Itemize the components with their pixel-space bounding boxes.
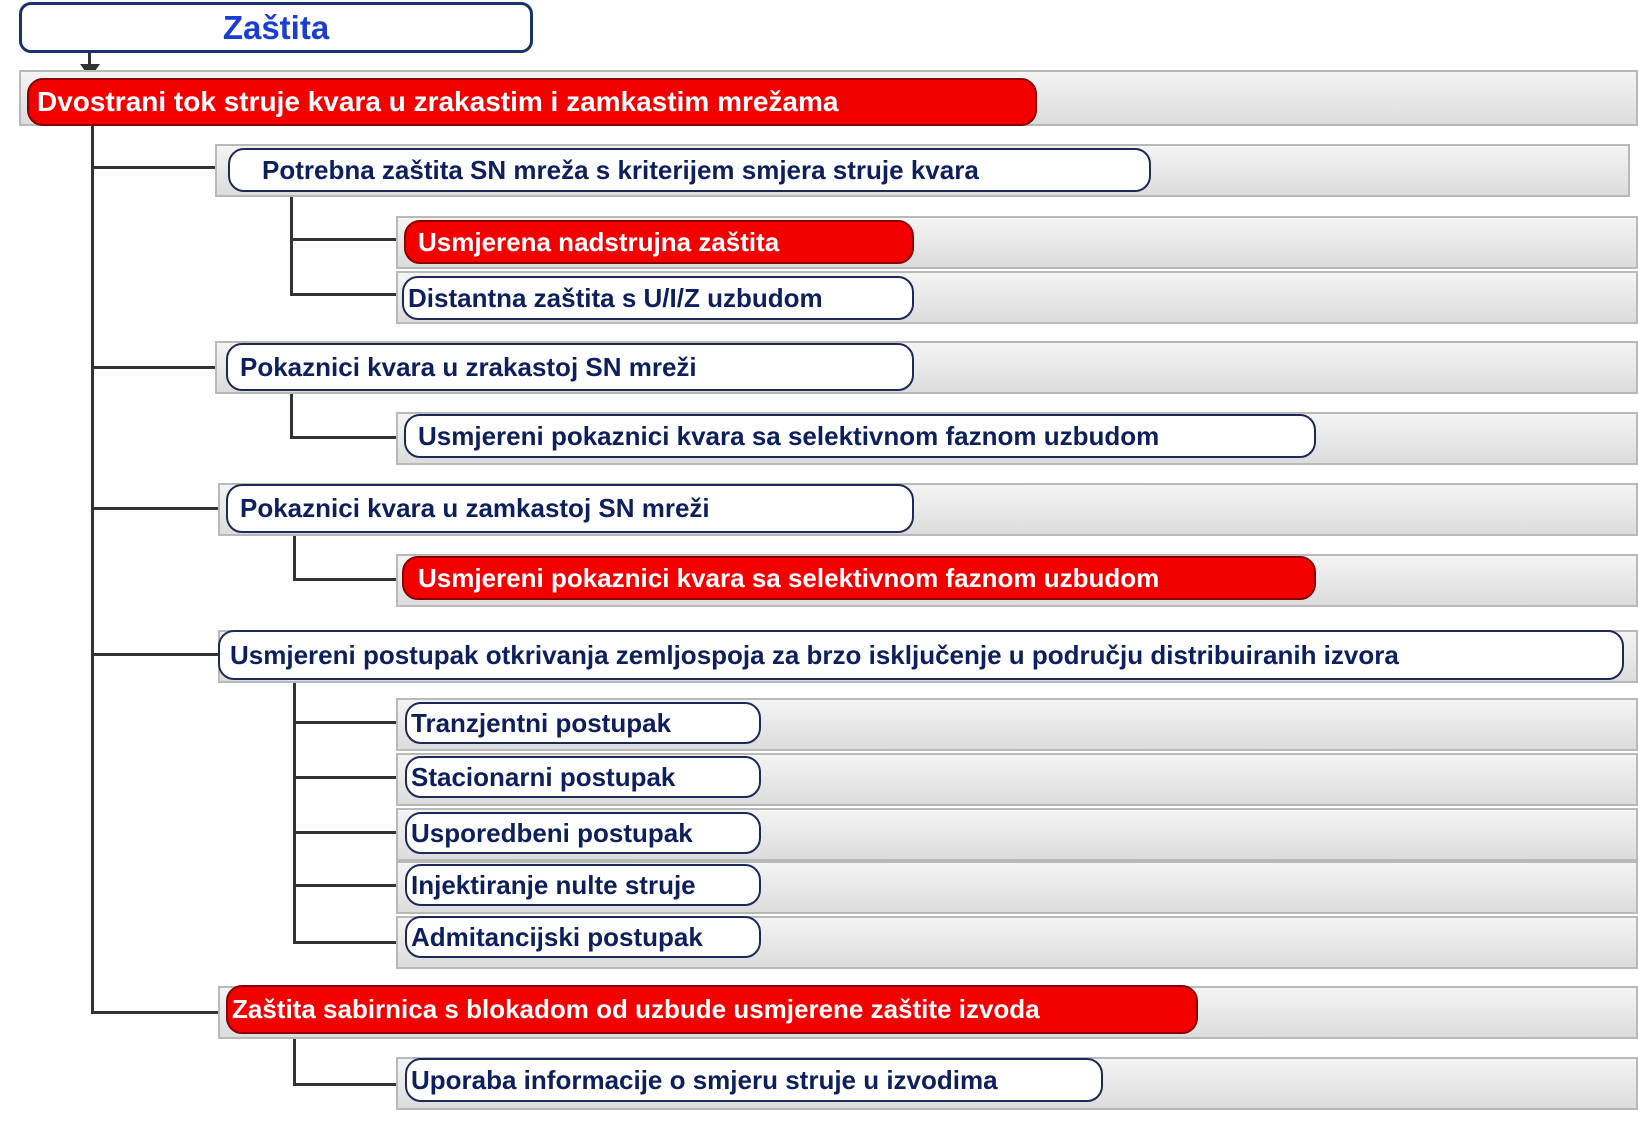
- leaf-node-3-1: Usmjereni pokaznici kvara sa selektivnom faznom uzbudom: [402, 556, 1316, 600]
- branch-line-4: [91, 653, 218, 656]
- leaf-node-5-1: Uporaba informacije o smjeru struje u izvodima: [405, 1058, 1103, 1102]
- group4-leaf-line-5: [293, 941, 405, 944]
- group1-leaf-line-2: [290, 293, 402, 296]
- leaf-node-4-2: Stacionarni postupak: [405, 756, 761, 798]
- group4-leaf-line-2: [293, 776, 405, 779]
- group-node-2: Pokaznici kvara u zrakastoj SN mreži: [226, 343, 914, 391]
- group-node-5: Zaštita sabirnica s blokadom od uzbude usmjerene zaštite izvoda: [226, 985, 1198, 1034]
- leaf-node-4-3: Usporedbeni postupak: [405, 812, 761, 854]
- group4-trunk-line: [293, 680, 296, 944]
- group3-trunk-line: [293, 533, 296, 581]
- group4-leaf-line-1: [293, 721, 405, 724]
- branch-line-5: [91, 1011, 218, 1014]
- leaf-node-4-5: Admitancijski postupak: [405, 916, 761, 958]
- group-node-1: Potrebna zaštita SN mreža s kriterijem smjera struje kvara: [228, 148, 1151, 192]
- group1-leaf-line-1: [290, 238, 402, 241]
- group2-trunk-line: [290, 391, 293, 439]
- leaf-node-1-1: Usmjerena nadstrujna zaštita: [404, 220, 914, 264]
- root-trunk-line: [91, 120, 94, 1014]
- group2-leaf-line-1: [290, 436, 402, 439]
- group5-trunk-line: [293, 1038, 296, 1086]
- group4-leaf-line-3: [293, 831, 405, 834]
- group4-leaf-line-4: [293, 884, 405, 887]
- leaf-node-4-1: Tranzjentni postupak: [405, 702, 761, 744]
- leaf-node-1-2: Distantna zaštita s U/I/Z uzbudom: [402, 276, 914, 320]
- group-node-4: Usmjereni postupak otkrivanja zemljospoja za brzo isključenje u području distribuiranih izvora: [218, 630, 1624, 680]
- group1-trunk-line: [290, 196, 293, 296]
- group-node-3: Pokaznici kvara u zamkastoj SN mreži: [226, 484, 914, 533]
- branch-line-2: [91, 366, 218, 369]
- group5-leaf-line-1: [293, 1083, 402, 1086]
- leaf-node-4-4: Injektiranje nulte struje: [405, 864, 761, 906]
- branch-line-3: [91, 507, 218, 510]
- group3-leaf-line-1: [293, 578, 402, 581]
- branch-line-1: [91, 166, 218, 169]
- diagram-title: Zaštita: [19, 2, 533, 53]
- leaf-node-2-1: Usmjereni pokaznici kvara sa selektivnom faznom uzbudom: [404, 414, 1316, 458]
- root-node: Dvostrani tok struje kvara u zrakastim i zamkastim mrežama: [27, 78, 1037, 126]
